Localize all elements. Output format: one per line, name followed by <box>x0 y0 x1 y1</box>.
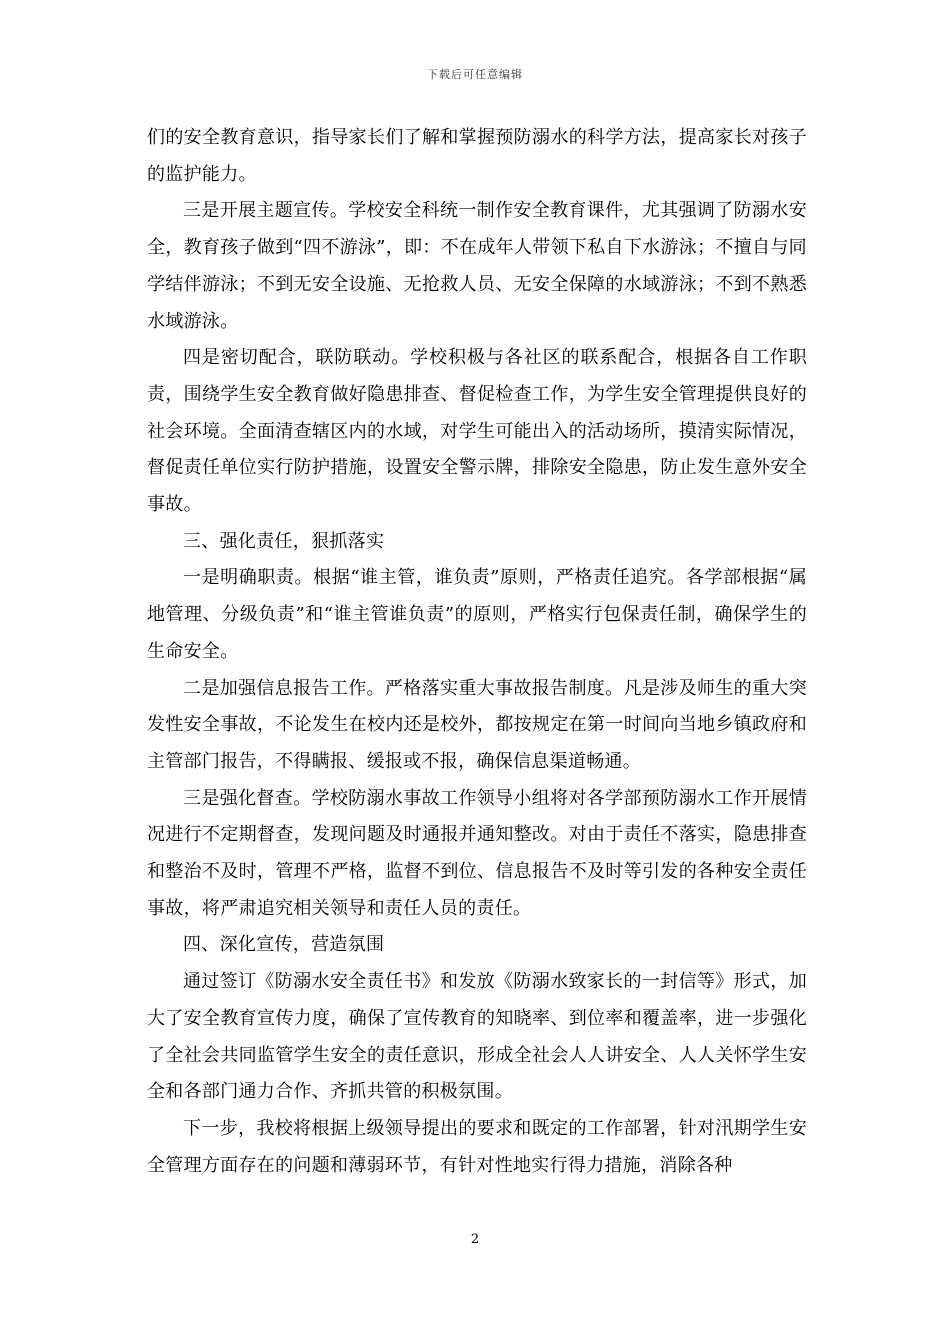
paragraph: 一是明确职责。根据“谁主管，谁负责”原则，严格责任追究。各学部根据“属地管理、分级负责”和“谁主管谁负责”的原则，严格实行包保责任制，确保学生的生命安全。 <box>147 567 807 662</box>
paragraph: 通过签订《防溺水安全责任书》和发放《防溺水致家长的一封信等》形式，加大了安全教育宣传力度，确保了宣传教育的知晓率、到位率和覆盖率，进一步强化了全社会共同监管学生安全的责任意识，形成全社会人人讲安全、人人关怀学生安全和各部门通力合作、齐抓共管的积极氛围。 <box>147 971 807 1103</box>
page-header: 下载后可任意编辑 <box>427 68 523 81</box>
paragraph: 们的安全教育意识，指导家长们了解和掌握预防溺水的科学方法，提高家长对孩子的监护能力。 <box>147 127 807 185</box>
paragraph: 二是加强信息报告工作。严格落实重大事故报告制度。凡是涉及师生的重大突发性安全事故，不论发生在校内还是校外，都按规定在第一时间向当地乡镇政府和主管部门报告，不得瞒报、缓报或不报，确保信息渠道畅通。 <box>147 677 807 772</box>
page-number: 2 <box>470 1232 480 1247</box>
section-heading: 三、强化责任，狠抓落实 <box>183 530 385 552</box>
paragraph: 四是密切配合，联防联动。学校积极与各社区的联系配合，根据各自工作职责，围绕学生安全教育做好隐患排查、督促检查工作，为学生安全管理提供良好的社会环境。全面清查辖区内的水域，对学生可能出入的活动场所，摸清实际情况，督促责任单位实行防护措施，设置安全警示牌，排除安全隐患，防止发生意外安全事故。 <box>147 347 807 516</box>
paragraph: 三是强化督查。学校防溺水事故工作领导小组将对各学部预防溺水工作开展情况进行不定期督查，发现问题及时通报并通知整改。对由于责任不落实，隐患排查和整治不及时，管理不严格，监督不到位、信息报告不及时等引发的各种安全责任事故，将严肃追究相关领导和责任人员的责任。 <box>147 787 807 919</box>
section-heading: 四、深化宣传，营造氛围 <box>183 934 385 956</box>
paragraph: 下一步，我校将根据上级领导提出的要求和既定的工作部署，针对汛期学生安全管理方面存在的问题和薄弱环节，有针对性地实行得力措施，消除各种 <box>147 1117 807 1176</box>
document-body <box>147 120 807 1184</box>
paragraph: 三是开展主题宣传。学校安全科统一制作安全教育课件，尤其强调了防溺水安全，教育孩子做到“四不游泳”，即：不在成年人带领下私自下水游泳；不擅自与同学结伴游泳；不到无安全设施、无抢救人员、无安全保障的水域游泳；不到不熟悉水域游泳。 <box>147 200 807 332</box>
